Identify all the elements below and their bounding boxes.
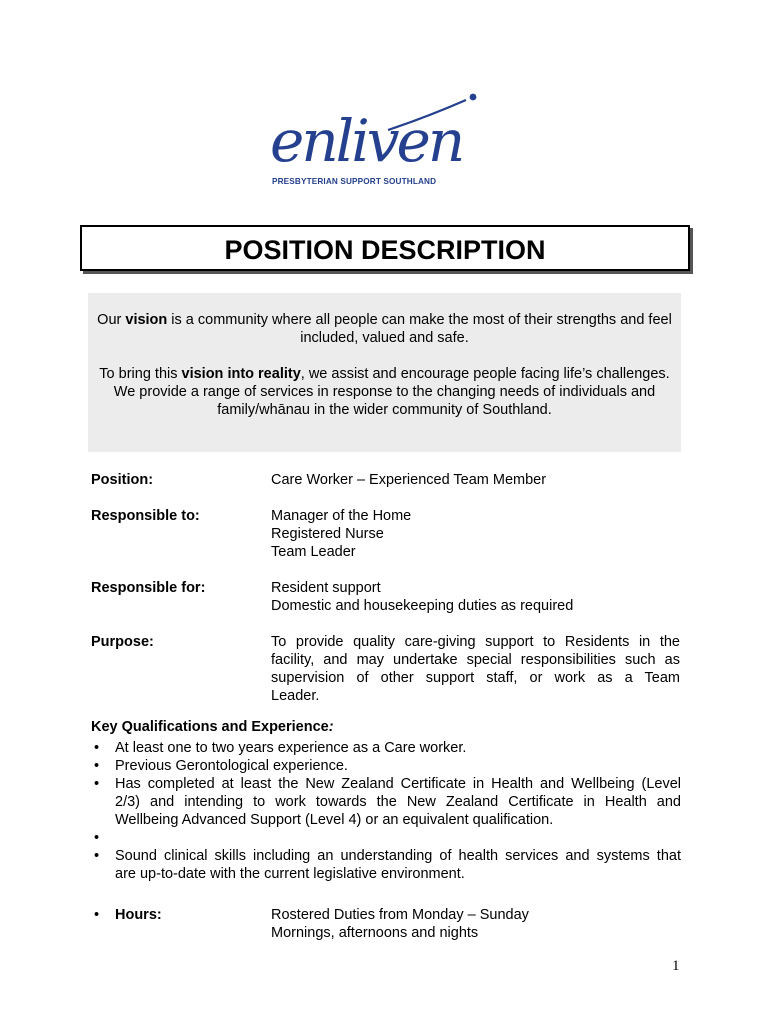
hours-label: Hours:: [115, 907, 162, 923]
responsible-to-item: Team Leader: [271, 544, 356, 560]
hours-values: [271, 906, 529, 942]
bullet-icon: •: [94, 848, 100, 864]
responsible-for-values: [271, 579, 680, 615]
vision-text: Our: [97, 312, 126, 328]
list-item: [91, 847, 681, 883]
list-item-line: are up-to-date with the current legislative environment.: [115, 866, 465, 882]
purpose-label: Purpose:: [91, 634, 154, 650]
responsible-for-item: Domestic and housekeeping duties as required: [271, 598, 574, 614]
vision-text: , we assist and encourage people facing life’s challenges. We provide a range of services in response to the changing needs of individuals and family/whānau in the wider community of Southland.: [113, 366, 670, 418]
purpose-value: [271, 633, 680, 705]
bullet-icon: •: [94, 758, 100, 774]
qualifications-heading: [91, 719, 334, 735]
purpose-line: supervision of other support staff, or work as a Team: [271, 670, 680, 686]
purpose-line: To provide quality care-giving support to Residents in the: [271, 634, 680, 650]
vision-box: [88, 293, 681, 452]
list-item-line: Has completed at least the New Zealand Certificate in Health and Wellbeing (Level: [115, 776, 681, 792]
vision-keyword: vision into reality: [181, 366, 301, 382]
vision-keyword: vision: [125, 312, 168, 328]
purpose-line: Leader.: [271, 688, 320, 704]
list-item: [91, 775, 681, 829]
bullet-icon: •: [94, 907, 100, 923]
title-box: [80, 225, 690, 271]
list-item-line: Sound clinical skills including an understanding of health services and systems that: [115, 848, 681, 864]
responsible-to-values: [271, 507, 680, 561]
hours-item: Mornings, afternoons and nights: [271, 925, 479, 941]
list-item-line: Wellbeing Advanced Support (Level 4) or an equivalent qualification.: [115, 812, 554, 828]
enliven-logo: [268, 90, 488, 190]
qualifications-title: Key Qualifications and Experience: [91, 719, 329, 735]
vision-paragraph-1: [88, 311, 681, 347]
list-item-line: At least one to two years experience as a Care worker.: [115, 740, 467, 756]
page-title: POSITION DESCRIPTION: [224, 235, 546, 265]
responsible-to-item: Manager of the Home: [271, 508, 412, 524]
responsible-to-label: Responsible to:: [91, 508, 200, 524]
qualifications-list: [91, 739, 681, 883]
bullet-icon: •: [94, 776, 100, 792]
responsible-to-item: Registered Nurse: [271, 526, 384, 542]
list-item-empty: [91, 829, 681, 847]
list-item-line: Previous Gerontological experience.: [115, 758, 348, 774]
bullet-icon: •: [94, 830, 100, 846]
qualifications-title-colon: :: [328, 719, 334, 735]
vision-text: To bring this: [99, 366, 182, 382]
vision-text: is a community where all people can make the most of their strengths and feel included, valued and safe.: [167, 312, 672, 346]
hours-item: Rostered Duties from Monday – Sunday: [271, 907, 529, 923]
page-number: 1: [672, 958, 680, 974]
position-label: Position:: [91, 472, 154, 488]
purpose-line: facility, and may undertake special responsibilities such as: [271, 652, 680, 668]
list-item: [91, 739, 681, 757]
position-text: Care Worker – Experienced Team Member: [271, 472, 547, 488]
vision-paragraph-2: [88, 365, 681, 419]
responsible-for-item: Resident support: [271, 580, 381, 596]
responsible-for-label: Responsible for:: [91, 580, 206, 596]
logo-wordmark: enliven: [270, 107, 463, 175]
logo-subtitle: PRESBYTERIAN SUPPORT SOUTHLAND: [272, 177, 437, 186]
position-value: [271, 471, 680, 489]
list-item: [91, 757, 681, 775]
list-item-line: 2/3) and intending to work towards the New Zealand Certificate in Health and: [115, 794, 681, 810]
bullet-icon: •: [94, 740, 100, 756]
